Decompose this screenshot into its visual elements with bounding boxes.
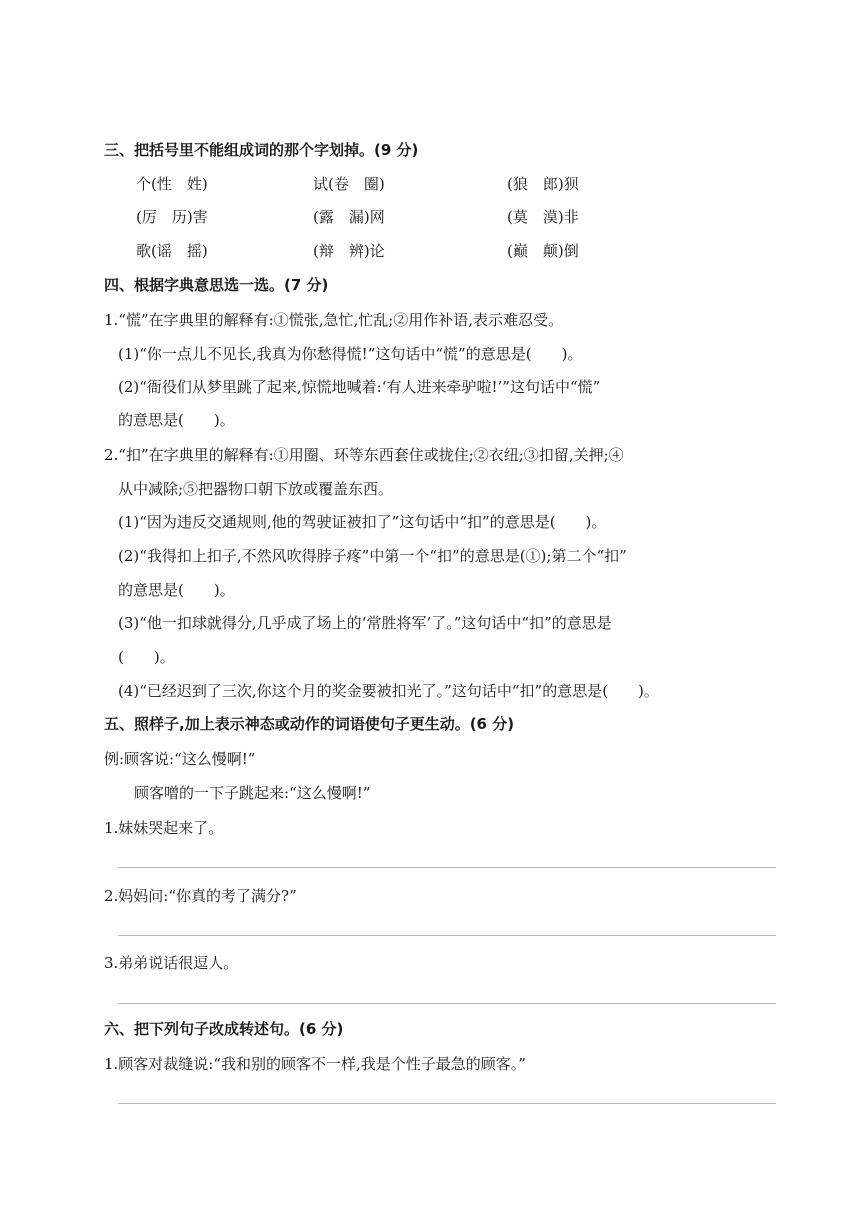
- answer-line[interactable]: [118, 1103, 776, 1104]
- word-item: (厉 历)害: [136, 208, 208, 226]
- word-item: (露 漏)网: [313, 208, 385, 226]
- question-text: 3.弟弟说话很逗人。: [104, 954, 239, 972]
- section-4-heading: 四、根据字典意思选一选。(7 分): [104, 276, 329, 294]
- section-6-heading: 六、把下列句子改成转述句。(6 分): [104, 1020, 344, 1038]
- question-text: 的意思是( )。: [118, 581, 235, 599]
- section-3-heading: 三、把括号里不能组成词的那个字划掉。(9 分): [104, 141, 419, 159]
- word-item: (狼 郎)狈: [507, 175, 579, 193]
- question-text: 从中减除;⑤把器物口朝下放或覆盖东西。: [118, 480, 394, 498]
- question-text: 1.妹妹哭起来了。: [104, 819, 224, 837]
- question-text: 1.“慌”在字典里的解释有:①慌张,急忙,忙乱;②用作补语,表示难忍受。: [104, 311, 564, 329]
- question-text: (2)“衙役们从梦里跳了起来,惊慌地喊着:‘有人进来牵驴啦!’”这句话中“慌”: [118, 378, 601, 396]
- question-text: (3)“他一扣球就得分,几乎成了场上的‘常胜将军’了。”这句话中“扣”的意思是: [118, 614, 612, 632]
- question-text: 的意思是( )。: [118, 411, 235, 429]
- word-item: 试(卷 圈): [313, 175, 385, 193]
- section-5-heading: 五、照样子,加上表示神态或动作的词语使句子更生动。(6 分): [104, 715, 515, 733]
- question-text: (1)“因为违反交通规则,他的驾驶证被扣了”这句话中“扣”的意思是( )。: [118, 513, 607, 531]
- question-text: (2)“我得扣上扣子,不然风吹得脖子疼”中第一个“扣”的意思是(①);第二个“扣”: [118, 547, 627, 565]
- answer-line[interactable]: [118, 867, 776, 868]
- word-item: (莫 漠)非: [507, 208, 579, 226]
- word-item: (辩 辨)论: [313, 242, 385, 260]
- question-text: (4)“已经迟到了三次,你这个月的奖金要被扣光了。”这句话中“扣”的意思是( )。: [118, 682, 659, 700]
- answer-line[interactable]: [118, 1003, 776, 1004]
- question-text: 2.妈妈问:“你真的考了满分?”: [104, 887, 297, 905]
- question-text: ( )。: [118, 648, 175, 666]
- word-item: (巅 颠)倒: [507, 242, 579, 260]
- word-item: 个(性 姓): [136, 175, 208, 193]
- question-text: 2.“扣”在字典里的解释有:①用圈、环等东西套住或拢住;②衣纽;③扣留,关押;④: [104, 446, 624, 464]
- example-text: 顾客噌的一下子跳起来:“这么慢啊!”: [134, 784, 371, 802]
- question-text: (1)“你一点儿不见长,我真为你愁得慌!”这句话中“慌”的意思是( )。: [118, 345, 583, 363]
- question-text: 1.顾客对裁缝说:“我和别的顾客不一样,我是个性子最急的顾客。”: [104, 1055, 526, 1073]
- answer-line[interactable]: [118, 935, 776, 936]
- word-item: 歌(谣 摇): [136, 242, 208, 260]
- example-text: 例:顾客说:“这么慢啊!”: [104, 750, 256, 768]
